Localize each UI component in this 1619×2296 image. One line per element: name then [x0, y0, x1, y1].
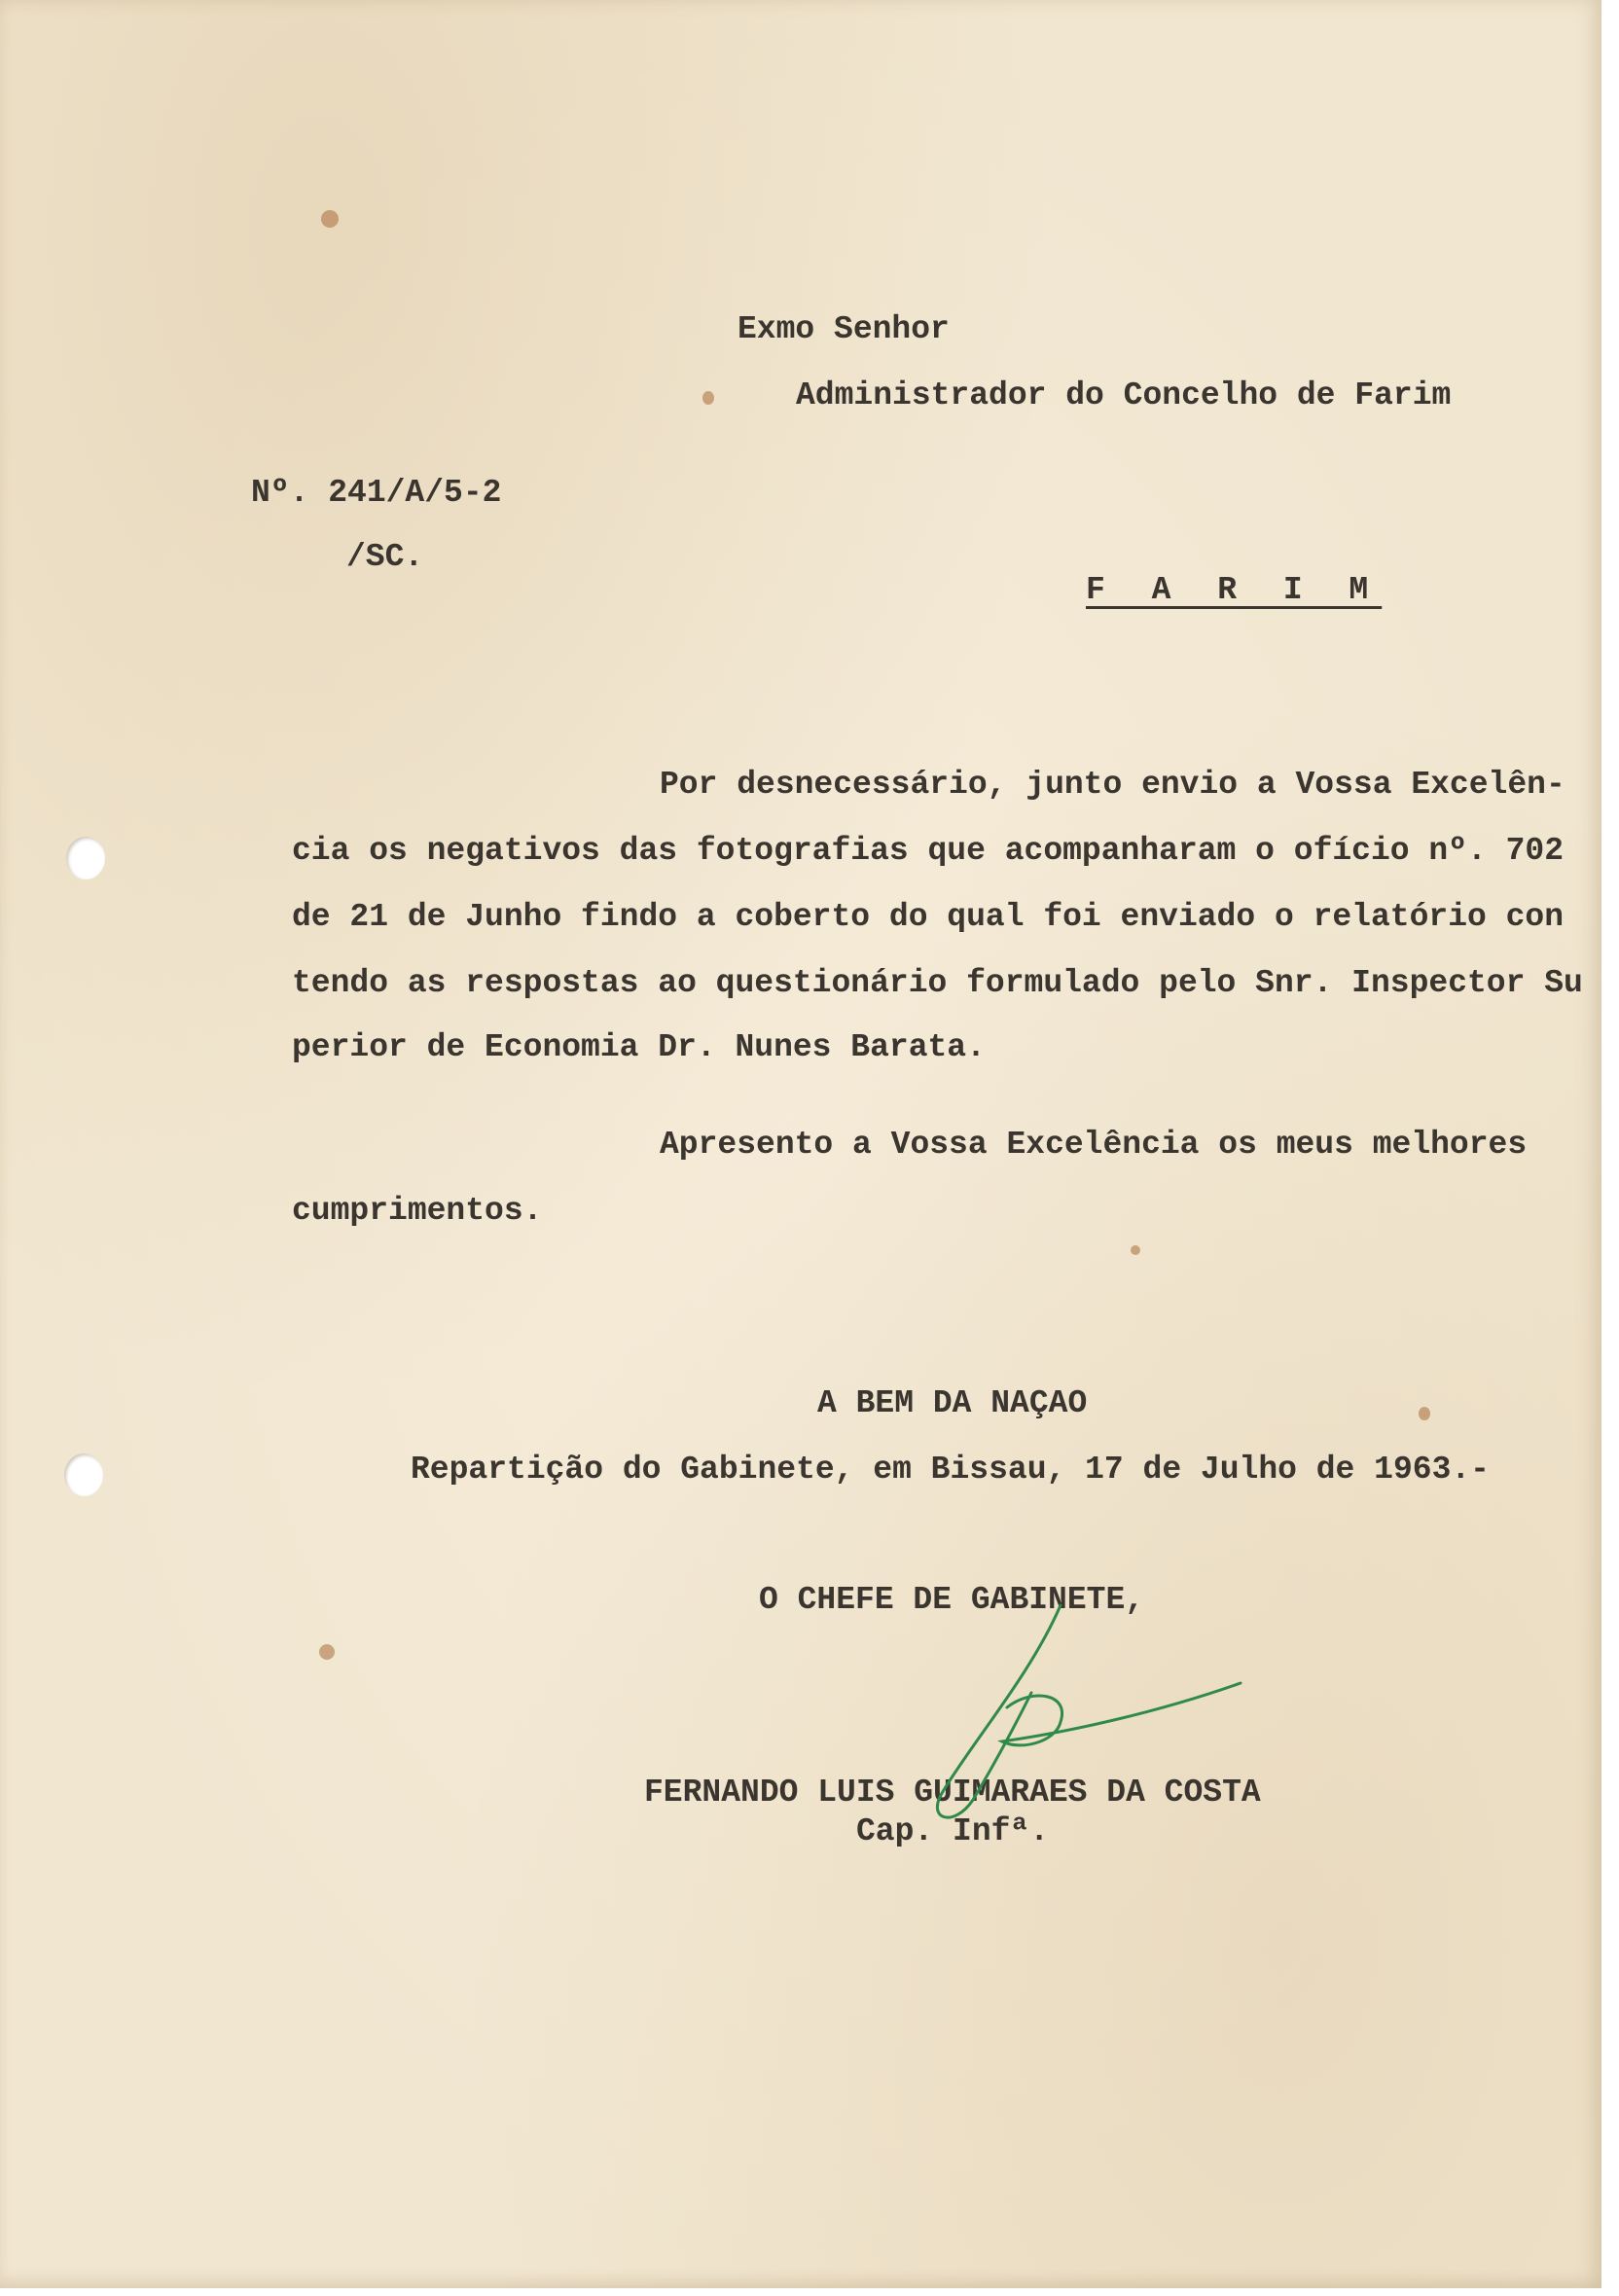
punch-hole — [66, 837, 105, 879]
signatory-name: FERNANDO LUIS GUIMARAES DA COSTA — [644, 1775, 1261, 1811]
body-line: cia os negativos das fotografias que acompanharam o ofício nº. 702 — [292, 833, 1565, 869]
body-line: tendo as respostas ao questionário formulado pelo Snr. Inspector Su — [292, 965, 1583, 1001]
body-line: perior de Economia Dr. Nunes Barata. — [292, 1029, 986, 1065]
place-date: Repartição do Gabinete, em Bissau, 17 de Julho de 1963.- — [411, 1452, 1490, 1488]
reference-number: Nº. 241/A/5-2 — [251, 475, 502, 511]
stain — [1419, 1407, 1430, 1420]
punch-hole — [64, 1453, 103, 1496]
signatory-role: O CHEFE DE GABINETE, — [759, 1582, 1145, 1618]
destination-heading: F A R I M — [1086, 572, 1383, 608]
stain — [319, 1644, 335, 1660]
closing-motto: A BEM DA NAÇAO — [817, 1385, 1088, 1421]
salutation: Exmo Senhor — [738, 311, 950, 347]
body-line: de 21 de Junho findo a coberto do qual foi enviado o relatório con — [292, 899, 1565, 935]
stain — [702, 391, 714, 405]
body-line: Apresento a Vossa Excelência os meus melhores — [660, 1127, 1528, 1163]
body-line: cumprimentos. — [292, 1193, 543, 1229]
body-line: Por desnecessário, junto envio a Vossa Excelên- — [660, 767, 1565, 803]
handwritten-signature — [915, 1596, 1245, 1829]
recipient-title: Administrador do Concelho de Farim — [796, 377, 1452, 413]
stain — [1131, 1245, 1140, 1255]
signatory-rank: Cap. Infª. — [856, 1813, 1050, 1849]
reference-section: /SC. — [346, 539, 424, 575]
page-margin — [1601, 0, 1619, 2296]
stain — [321, 210, 339, 228]
